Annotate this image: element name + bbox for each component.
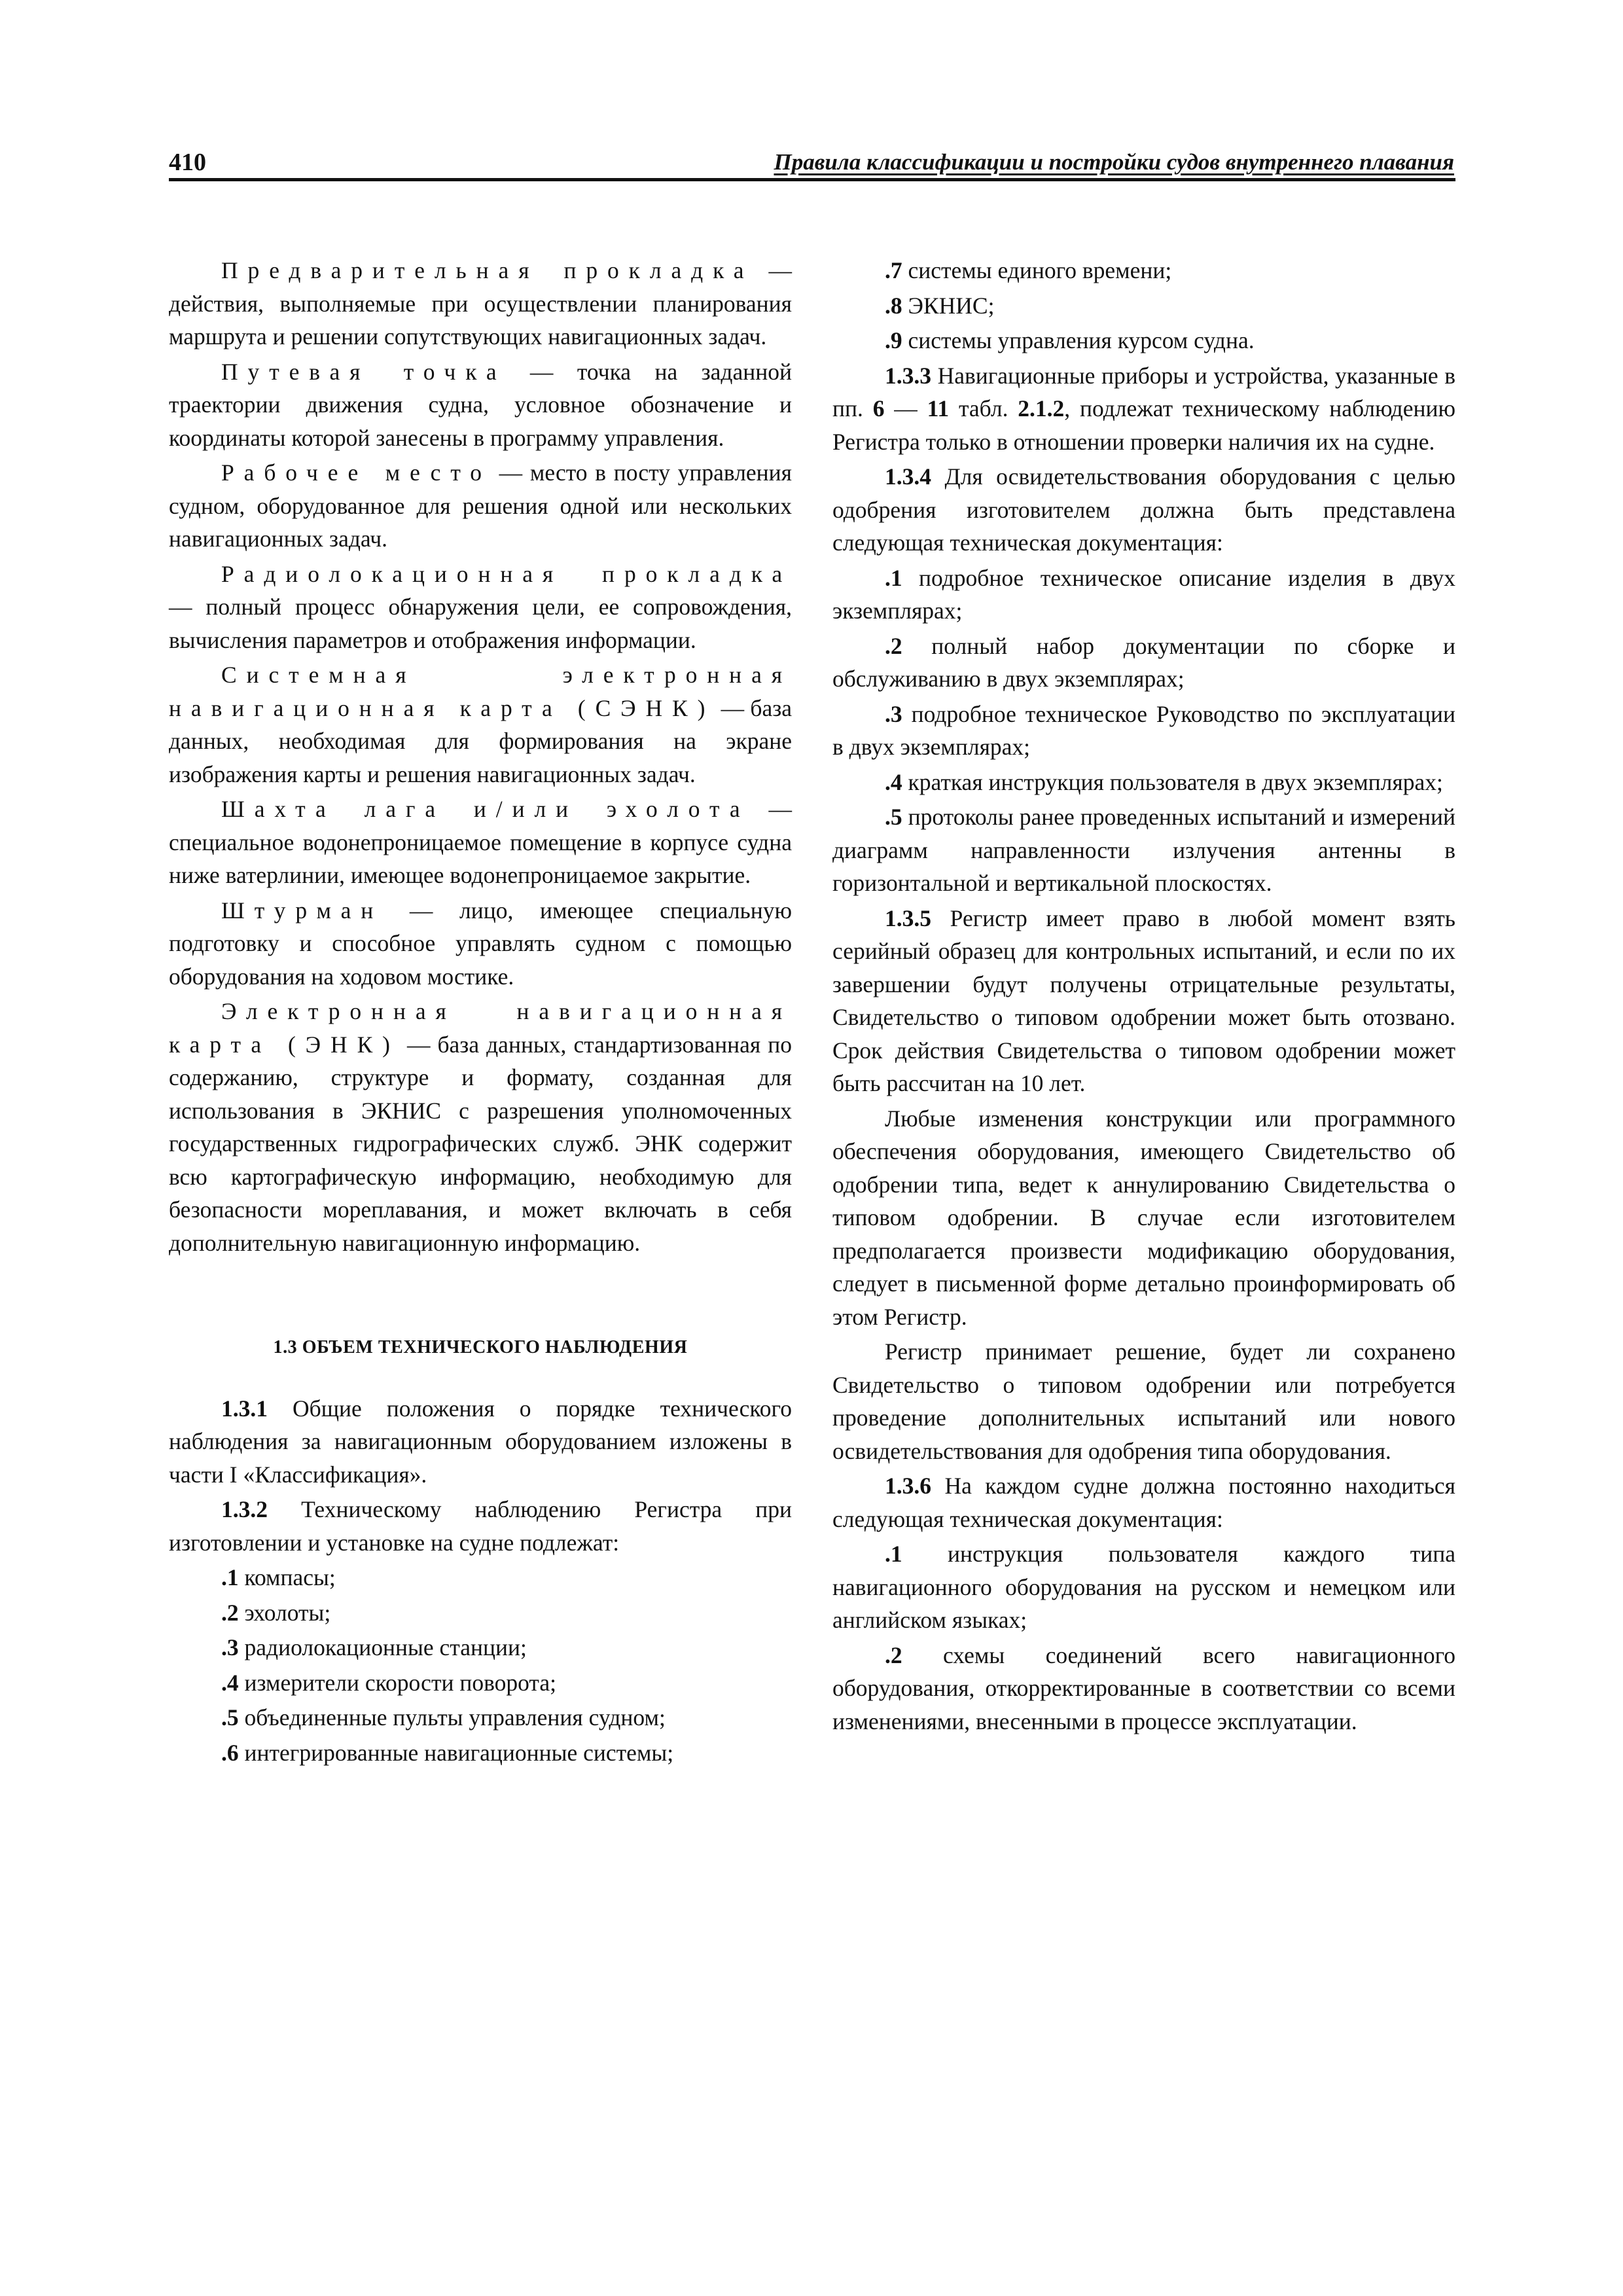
item-text: объединенные пульты управления судном; (238, 1704, 666, 1731)
definition-term: Электронная навигационная карта (ЭНК) (169, 998, 792, 1058)
clause-text: , подлежат техническому наблюдению Регистра только в отношении проверки наличия их на судне. (832, 395, 1456, 455)
list-item (169, 1596, 792, 1630)
definition-text: — лицо, имеющее специальную подготовку и способное управлять судном с помощью оборудования на ходовом мостике. (169, 897, 792, 990)
definition-paragraph (169, 793, 792, 892)
clause-text: Регистр имеет право в любой момент взять серийный образец для контрольных испытаний, и если по их завершении будут получены отрицательные результаты, Свидетельство о типовом одобрении может быть отозвано. Срок действия Свидетельства о типовом одобрении может быть рассчитан на 10 лет. (832, 905, 1455, 1096)
definition-term: Путевая точка (221, 358, 507, 385)
definition-text: — точка на заданной траектории движения судна, условное обозначение и координаты которой занесены в программу управления. (169, 358, 792, 451)
item-text: компасы; (238, 1564, 336, 1590)
definition-text: — место в посту управления судном, оборудованное для решения одной или нескольких навигационных задач. (169, 459, 792, 552)
list-item (832, 1537, 1455, 1637)
section-title: 1.3 ОБЪЕМ ТЕХНИЧЕСКОГО НАБЛЮДЕНИЯ (273, 1337, 688, 1357)
paragraph-1-3-2 (169, 1493, 792, 1559)
item-text: инструкция пользователя каждого типа навигационного оборудования на русском и немецком или английском языках; (832, 1541, 1455, 1633)
item-number: .1 (221, 1564, 239, 1590)
item-text: системы единого времени; (902, 257, 1172, 283)
item-text: схемы соединений всего навигационного оборудования, откорректированные в соответствии со всеми изменениями, внесенными в процессе эксплуатации. (832, 1641, 1455, 1734)
definition-paragraph (169, 658, 792, 791)
item-text: ЭКНИС; (902, 292, 995, 319)
clause-text: табл. (949, 395, 1018, 422)
page-number: 410 (169, 149, 206, 176)
definition-term: Предварительная прокладка (221, 257, 754, 283)
item-number: .2 (885, 632, 902, 659)
item-number: .1 (885, 564, 902, 591)
item-text: интегрированные навигационные системы; (238, 1739, 674, 1766)
clause-number: 1.3.3 (885, 362, 931, 389)
item-text: краткая инструкция пользователя в двух экземплярах; (902, 768, 1443, 795)
item-number: .5 (885, 804, 902, 830)
definition-paragraph (169, 558, 792, 657)
list-item (832, 698, 1455, 764)
paragraph-1-3-6 (832, 1469, 1455, 1535)
running-title: Правила классификации и постройки судов внутреннего плавания (774, 149, 1454, 175)
definition-term: Штурман (221, 897, 383, 924)
paragraph-1-3-5 (832, 902, 1455, 1100)
item-number: .4 (221, 1669, 239, 1696)
item-number: .2 (885, 1641, 902, 1668)
paragraph-1-3-1 (169, 1392, 792, 1492)
item-text: подробное техническое Руководство по эксплуатации в двух экземплярах; (832, 700, 1455, 760)
item-number: .9 (885, 327, 902, 353)
list-item (832, 800, 1455, 900)
item-text: подробное техническое описание изделия в двух экземплярах; (832, 564, 1455, 624)
definition-paragraph (169, 355, 792, 455)
definition-term: Радиолокационная прокладка (221, 560, 792, 587)
definition-term: Рабочее место (221, 459, 491, 486)
list-item (169, 1561, 792, 1594)
list-item (832, 1639, 1455, 1738)
list-item (169, 1666, 792, 1700)
definition-text: — база данных, стандартизованная по содержанию, структуре и формату, созданная для использования в ЭКНИС с разрешения уполномоченных государственных гидрографических служб. ЭНК содержит всю картографическую информацию, необходимую для безопасности мореплавания, и может включать в себя дополнительную навигационную информацию. (169, 1031, 793, 1256)
clause-text: Общие положения о порядке технического наблюдения за навигационным оборудованием изложены в части I «Классификация». (169, 1395, 792, 1488)
definition-text: — действия, выполняемые при осуществлении планирования маршрута и решении сопутствующих навигационных задач. (169, 257, 793, 350)
item-number: .3 (221, 1634, 239, 1660)
list-item (832, 254, 1455, 287)
item-number: .4 (885, 768, 902, 795)
paragraph-1-3-5-decision: Регистр принимает решение, будет ли сохранено Свидетельство о типовом одобрении или потребуется проведение дополнительных испытаний или нового освидетельствования для одобрения типа оборудования. (832, 1338, 1455, 1464)
clause-text: Техническому наблюдению Регистра при изготовлении и установке на судне подлежат: (169, 1496, 792, 1556)
item-number: .5 (221, 1704, 239, 1731)
header-rule (169, 178, 1455, 181)
item-text: эхолоты; (238, 1599, 331, 1626)
item-number: .8 (885, 292, 902, 319)
list-item (832, 766, 1455, 799)
clause-text: — (884, 395, 927, 422)
definition-text: — полный процесс обнаружения цели, ее сопровождения, вычисления параметров и отображения информации. (169, 594, 792, 653)
left-column (169, 254, 792, 1771)
definition-paragraph (169, 894, 792, 994)
paragraph-1-3-3 (832, 359, 1455, 459)
table-row-ref: 11 (927, 395, 950, 422)
clause-number: 1.3.2 (221, 1496, 268, 1522)
definition-paragraph (169, 456, 792, 556)
list-item (832, 289, 1455, 323)
right-column (832, 254, 1455, 1740)
clause-number: 1.3.5 (885, 905, 931, 931)
item-number: .2 (221, 1599, 239, 1626)
item-text: системы управления курсом судна. (902, 327, 1255, 353)
list-item (832, 630, 1455, 696)
item-text: измерители скорости поворота; (238, 1669, 556, 1696)
definition-paragraph (169, 254, 792, 353)
page-header (169, 145, 1454, 179)
table-row-ref: 6 (872, 395, 885, 422)
definition-term: Шахта лага и/или эхолота (221, 796, 750, 822)
item-text: радиолокационные станции; (238, 1634, 527, 1660)
definition-term: Системная электронная навигационная карта (СЭНК) (169, 662, 792, 721)
item-text: протоколы ранее проведенных испытаний и измерений диаграмм направленности излучения антенны в горизонтальной и вертикальной плоскостях. (832, 804, 1455, 896)
item-number: .7 (885, 257, 902, 283)
list-item (832, 562, 1455, 628)
table-ref: 2.1.2 (1018, 395, 1065, 422)
item-number: .1 (885, 1541, 902, 1567)
item-number: .6 (221, 1739, 239, 1766)
clause-number: 1.3.1 (221, 1395, 268, 1422)
list-item (169, 1736, 792, 1770)
list-item (169, 1631, 792, 1664)
definition-text: — база данных, необходимая для формирования на экране изображения карты и решения навигационных задач. (169, 694, 792, 787)
clause-text: Навигационные приборы и устройства, указанные в пп. (832, 362, 1455, 422)
clause-number: 1.3.6 (885, 1473, 931, 1499)
clause-text: Для освидетельствования оборудования с целью одобрения изготовителем должна быть представлена следующая техническая документация: (832, 463, 1455, 556)
list-item (832, 324, 1455, 357)
paragraph-1-3-5-modifications: Любые изменения конструкции или программного обеспечения оборудования, имеющего Свидетельство об одобрении типа, ведет к аннулированию Свидетельства о типовом одобрении. В случае если изготовителем предполагается произвести модификацию оборудования, следует в письменной форме детально проинформировать об этом Регистр. (832, 1105, 1455, 1330)
clause-text: На каждом судне должна постоянно находиться следующая техническая документация: (832, 1473, 1455, 1532)
list-item (169, 1701, 792, 1734)
paragraph-1-3-4 (832, 460, 1455, 560)
definition-paragraph (169, 995, 792, 1259)
definition-text: — специальное водонепроницаемое помещение в корпусе судна ниже ватерлинии, имеющее водонепроницаемое закрытие. (169, 796, 792, 888)
item-number: .3 (885, 700, 902, 727)
item-text: полный набор документации по сборке и обслуживанию в двух экземплярах; (832, 632, 1455, 692)
clause-number: 1.3.4 (885, 463, 931, 490)
